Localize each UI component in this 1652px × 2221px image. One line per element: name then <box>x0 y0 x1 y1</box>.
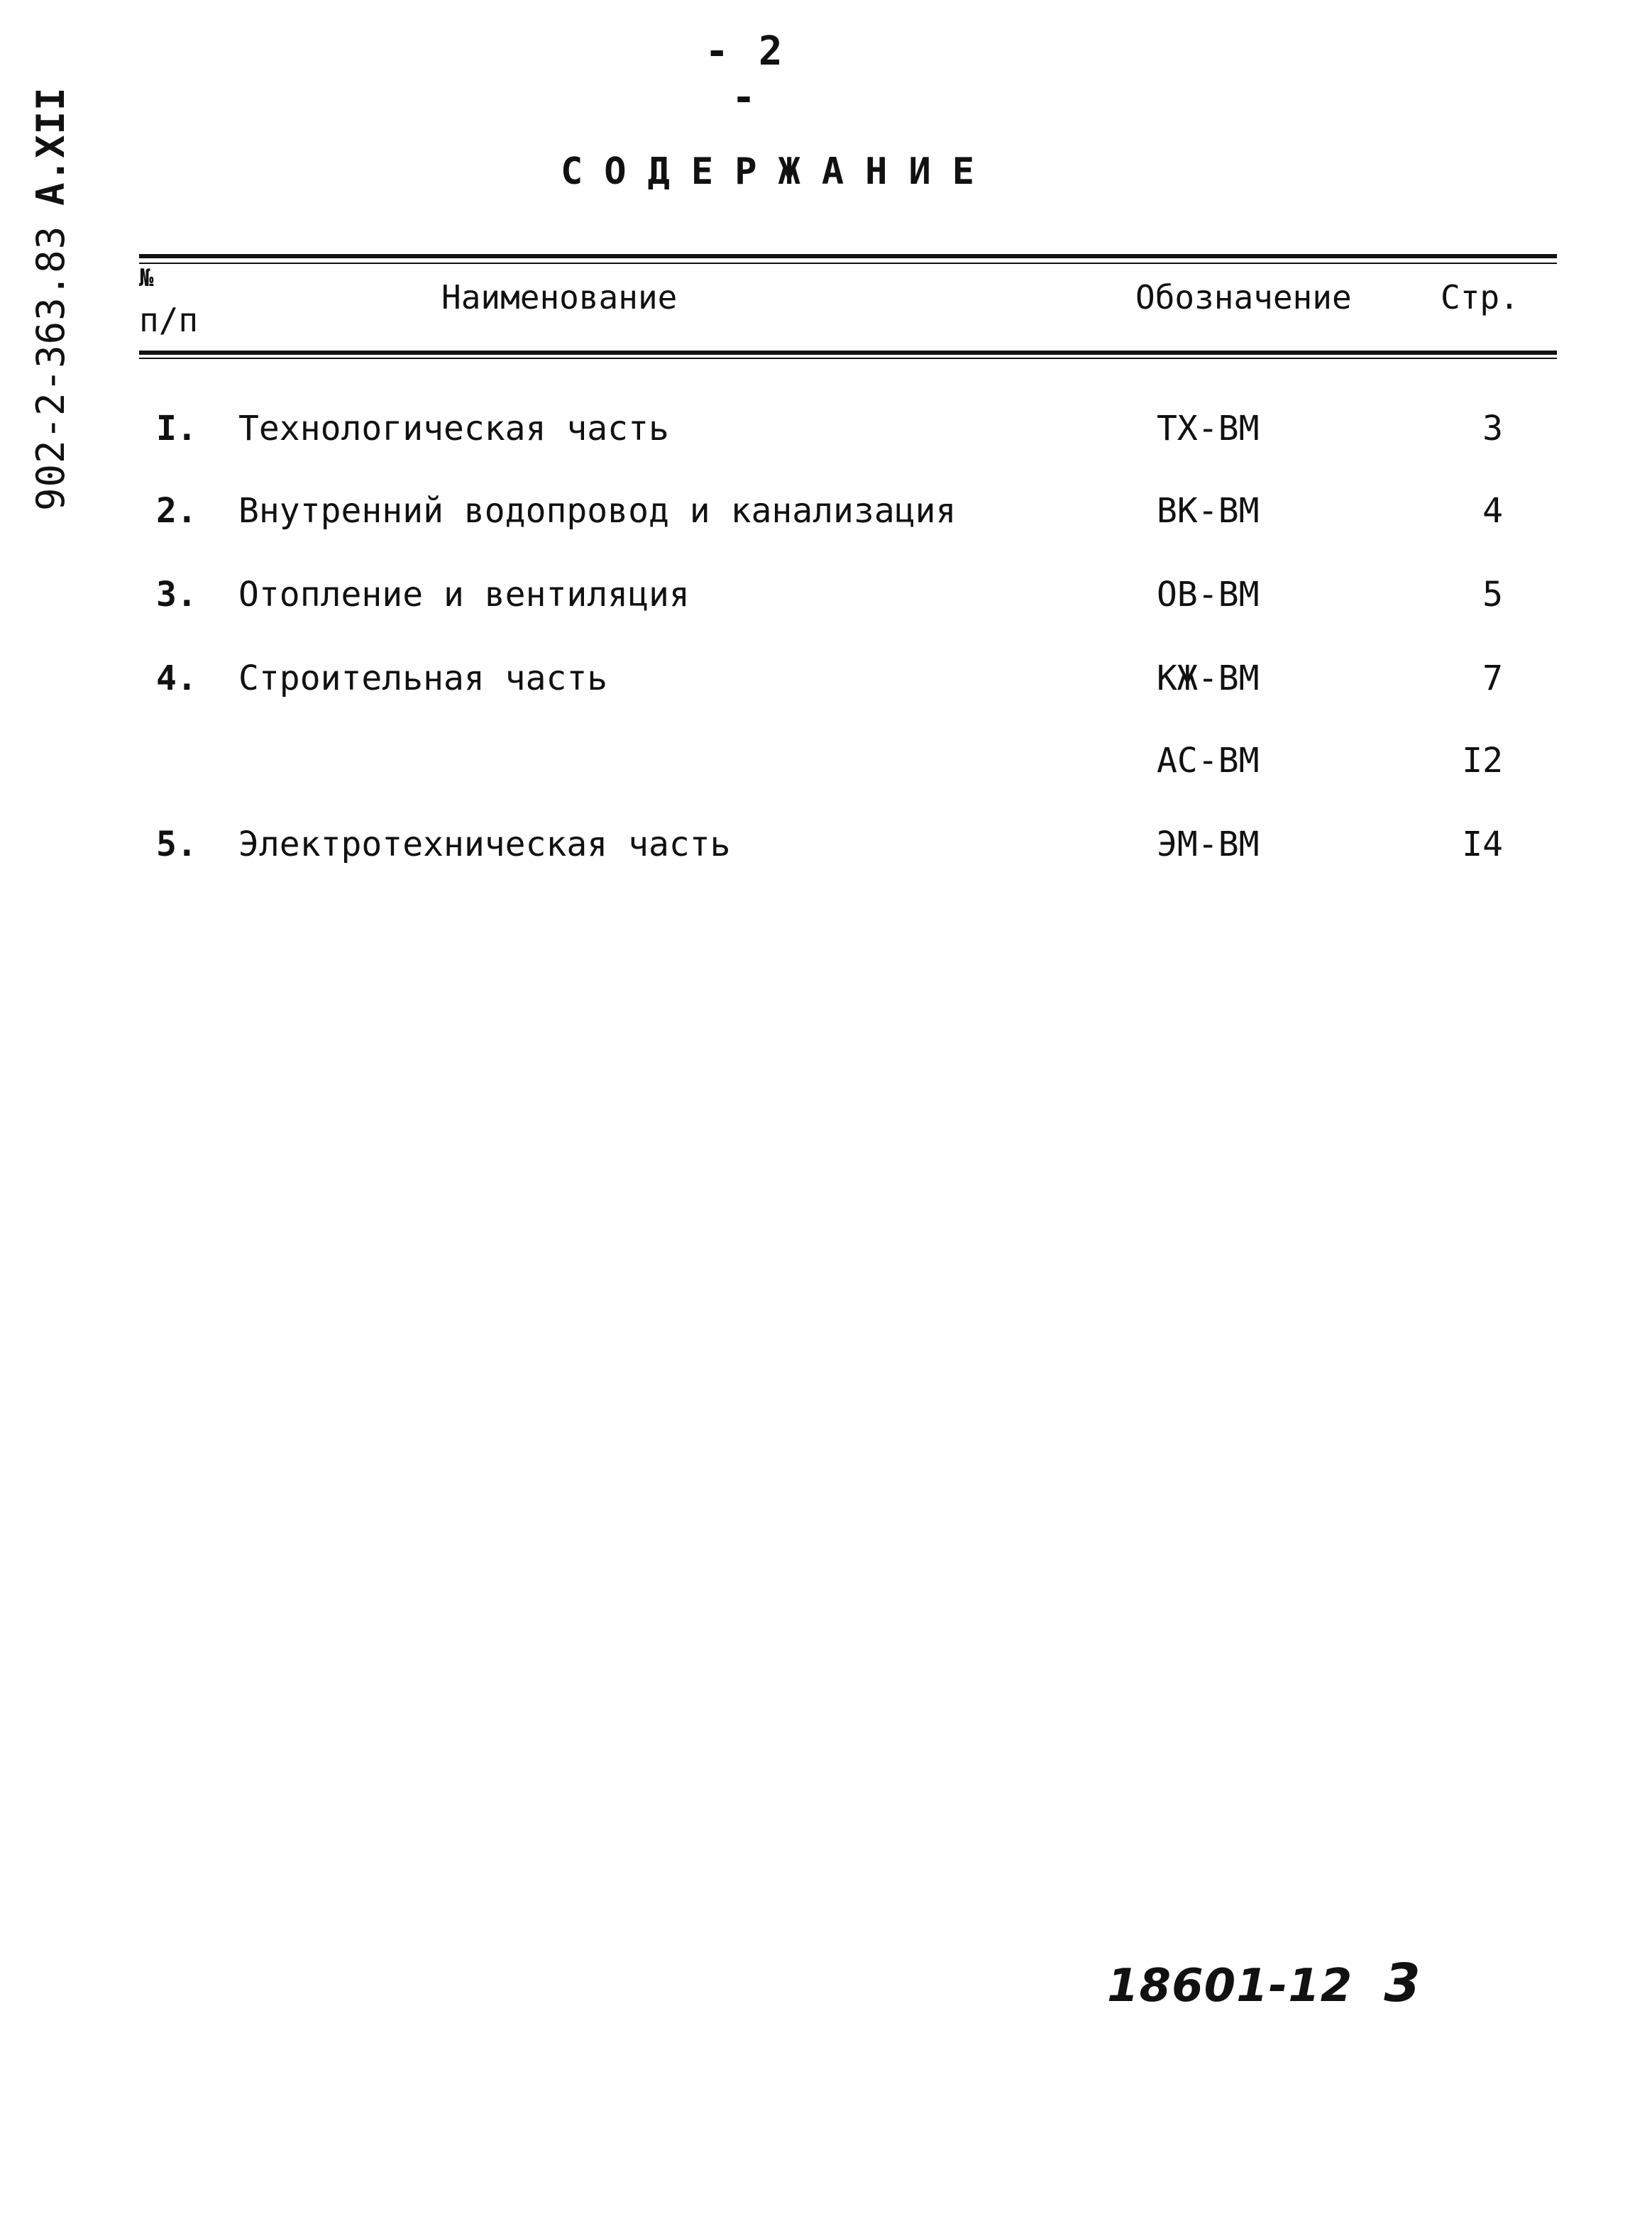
row-number: 4. <box>156 658 197 698</box>
row-number: 5. <box>156 825 197 864</box>
row-page: 3 <box>1482 409 1503 448</box>
header-page: Стр. <box>1441 278 1519 316</box>
row-number: 2. <box>156 491 197 531</box>
row-designation: ТХ-ВМ <box>1157 409 1260 448</box>
row-number: 3. <box>156 575 197 615</box>
archive-stamp <box>1107 1953 1421 2014</box>
table-row <box>0 741 1652 798</box>
row-designation: ЭМ-ВМ <box>1157 825 1260 864</box>
row-page: I4 <box>1462 825 1503 864</box>
header-name: Наименование <box>441 278 678 316</box>
row-number: I. <box>156 409 197 448</box>
header-item-number: п/п <box>139 301 199 339</box>
row-name: Электротехническая часть <box>238 825 731 864</box>
document-title: СОДЕРЖАНИЕ <box>561 150 996 193</box>
row-name: Отопление и вентиляция <box>238 575 690 615</box>
row-designation: ВК-ВМ <box>1157 491 1260 531</box>
header-designation: Обозначение <box>1135 278 1352 316</box>
table-top-rule-thin <box>139 263 1557 264</box>
row-designation: АС-ВМ <box>1157 741 1260 781</box>
table-top-rule <box>139 254 1557 258</box>
side-code-suffix: A.XII <box>28 87 73 206</box>
row-designation: КЖ-ВМ <box>1157 658 1260 698</box>
row-page: 5 <box>1482 575 1503 615</box>
row-designation: ОВ-ВМ <box>1157 575 1260 615</box>
row-page: I2 <box>1462 741 1503 781</box>
page-number: - 2 - <box>705 28 786 121</box>
table-row <box>0 658 1652 715</box>
table-row <box>0 575 1652 632</box>
table-row <box>0 491 1652 548</box>
side-code-number: 902-2-363.83 <box>28 225 73 511</box>
row-name: Строительная часть <box>238 658 608 698</box>
row-name: Технологическая часть <box>238 409 669 448</box>
row-page: 7 <box>1482 658 1503 698</box>
table-header-rule <box>139 351 1557 355</box>
row-name: Внутренний водопровод и канализация <box>238 491 957 531</box>
table-row <box>0 825 1652 881</box>
header-number-sign: № <box>139 264 154 292</box>
table-header-rule-thin <box>139 358 1557 359</box>
row-page: 4 <box>1482 491 1503 531</box>
table-row <box>0 409 1652 465</box>
stamp-number: 18601-12 <box>1107 1960 1353 2012</box>
stamp-page: 3 <box>1384 1953 1421 2014</box>
